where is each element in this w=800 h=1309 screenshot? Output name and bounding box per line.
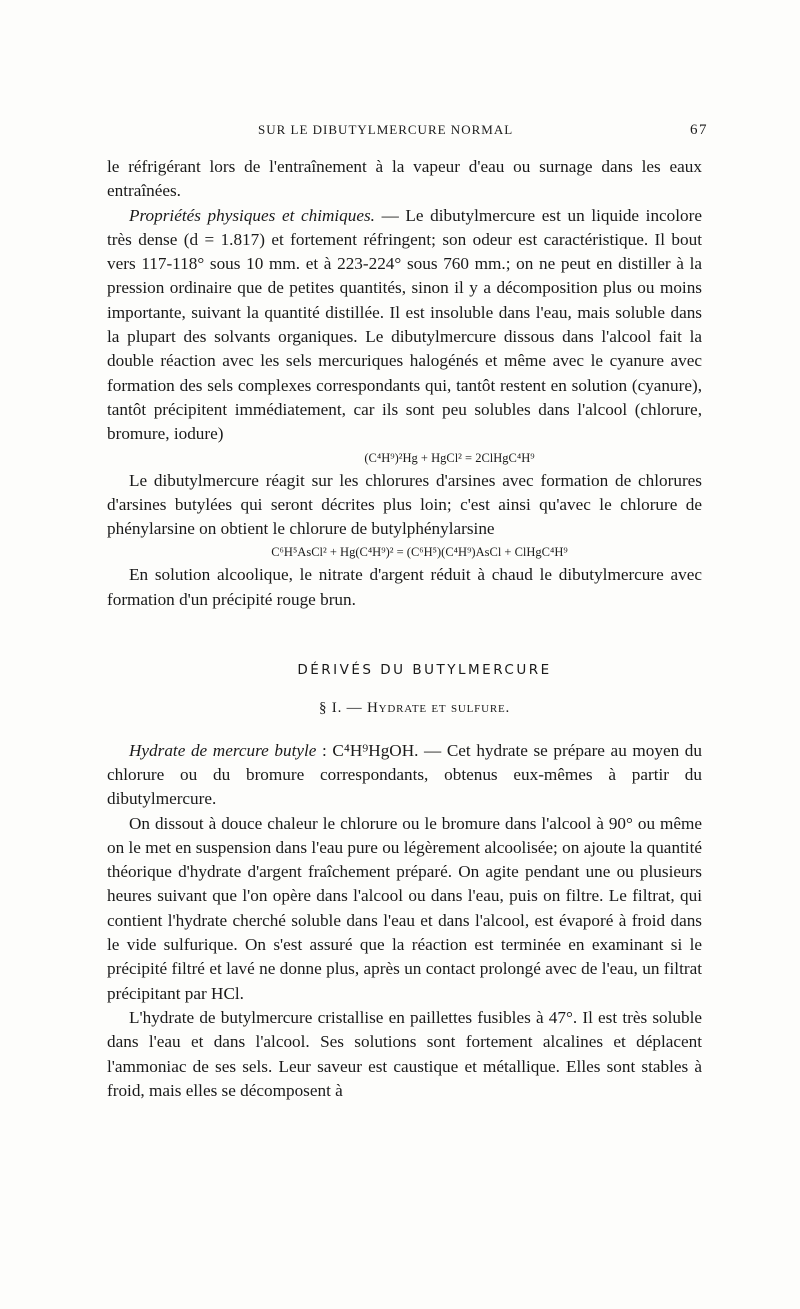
subsection-title: Hydrate et sulfure. bbox=[367, 700, 511, 717]
paragraph-hydrate bbox=[107, 739, 702, 812]
paragraph-preparation: On dissout à douce chaleur le chlorure ou le bromure dans l'alcool à 90° ou même on le met en suspension dans l'eau pure ou légèrement alcoolisée; on ajoute la quantité théorique d'hydrate d'argent fraîchement préparé. On agite pendant une ou plusieurs heures suivant que l'on opère dans l'alcool ou dans l'eau, puis on filtre. Le filtrat, qui contient l'hydrate cherché soluble dans l'eau et dans l'alcool, est évaporé à froid dans le vide sulfurique. On s'est assuré que la réaction est terminée en examinant si le précipité filtré et lavé ne donne plus, après un contact prolongé avec de l'eau, un filtrat précipitant par HCl. bbox=[107, 813, 702, 1003]
hydrate-lead: Hydrate de mercure butyle bbox=[129, 740, 317, 760]
section-heading: DÉRIVÉS DU BUTYLMERCURE bbox=[297, 662, 552, 679]
body-text bbox=[107, 155, 702, 1103]
running-head bbox=[108, 122, 708, 144]
paragraph-arsines: Le dibutylmercure réagit sur les chlorures d'arsines avec formation de chlorures d'arsines butylées qui seront décrites plus loin; c'est ainsi qu'avec le chlorure de phénylarsine on obtient le chlorure de butylphénylarsine bbox=[107, 470, 702, 539]
running-title: SUR LE DIBUTYLMERCURE NORMAL bbox=[258, 122, 514, 137]
properties-body: — Le dibutylmercure est un liquide incolore très dense (d = 1.817) et fortement réfringent; son odeur est caractéristique. Il bout vers 117-118° sous 10 mm. et à 223-224° sous 760 mm.; on ne peut en distiller à la pression ordinaire que de petites quantités, sinon il y a décomposition plus ou moins importante, suivant la quantité distillée. Il est insoluble dans l'eau, mais soluble dans la plupart des solvants organiques. Le dibutylmercure dissous dans l'alcool fait la double réaction avec les sels mercuriques halogénés et même avec le cyanure avec formation des sels complexes correspondants qui, tantôt restent en solution (cyanure), tantôt précipitent immédiatement, car ils sont peu solubles dans l'alcool (chlorure, bromure, iodure) bbox=[107, 205, 702, 444]
paragraph-properties bbox=[107, 204, 702, 447]
properties-lead: Propriétés physiques et chimiques. bbox=[129, 205, 375, 225]
chemical-equation-1: (C⁴H⁹)²Hg + HgCl² = 2ClHgC⁴H⁹ bbox=[364, 450, 535, 465]
chemical-equation-2: C⁶H⁵AsCl² + Hg(C⁴H⁹)² = (C⁶H⁵)(C⁴H⁹)AsCl + ClHgC⁴H⁹ bbox=[271, 545, 568, 560]
subsection-prefix: § I. — bbox=[318, 700, 368, 717]
paragraph-continuation: le réfrigérant lors de l'entraînement à la vapeur d'eau ou surnage dans les eaux entraînées. bbox=[107, 157, 702, 201]
subsection-heading bbox=[107, 696, 702, 720]
paragraph-silver-nitrate: En solution alcoolique, le nitrate d'argent réduit à chaud le dibutylmercure avec formation d'un précipité rouge brun. bbox=[107, 565, 702, 609]
paragraph-properties-hydrate: L'hydrate de butylmercure cristallise en paillettes fusibles à 47°. Il est très soluble dans l'eau et dans l'alcool. Ses solutions sont fortement alcalines et déplacent l'ammoniac de ses sels. Leur saveur est caustique et métallique. Elles sont stables à froid, mais elles se décomposent à bbox=[107, 1007, 702, 1100]
page-number: 67 bbox=[690, 122, 708, 138]
hydrate-body: : C⁴H⁹HgOH. — Cet hydrate se prépare au moyen du chlorure ou du bromure correspondants, obtenus eux-mêmes à partir du dibutylmercure. bbox=[107, 740, 702, 809]
